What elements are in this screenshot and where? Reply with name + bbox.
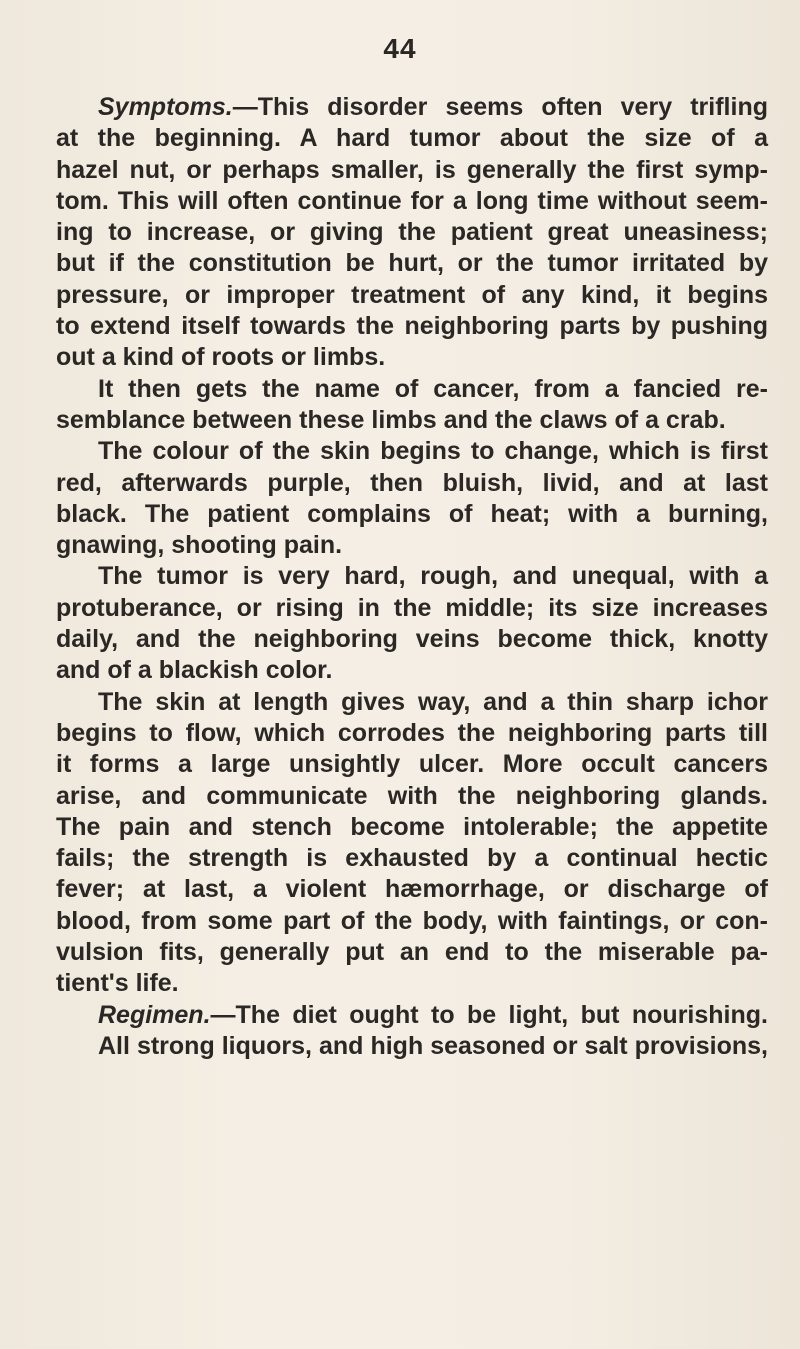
line-text: gnawing, shooting pain. [56,531,343,560]
page-number: 44 [383,33,417,64]
line-text: pressure, or improper treatment of any kind, it begins [56,280,768,309]
line-text: The pain and stench become intolerable; the appetite [56,812,768,841]
line-text: out a kind of roots or limbs. [56,343,386,372]
line-text: blood, from some part of the body, with faintings, or con- [56,906,768,935]
line-text: protuberance, or rising in the middle; its size increases [56,593,768,622]
line-text: The skin at length gives way, and a thin sharp ichor [98,687,768,716]
text-line [56,812,768,843]
line-text: The tumor is very hard, rough, and unequal, with a [98,562,768,591]
text-line [56,217,768,248]
text-line [56,405,768,436]
line-text: to extend itself towards the neighboring parts by pushing [56,312,768,341]
line-text: tient's life. [56,969,179,998]
text-line [56,843,768,874]
line-text: ing to increase, or giving the patient great uneasiness; [56,218,768,247]
text-line [56,155,768,186]
line-text: begins to flow, which corrodes the neighboring parts till [56,718,768,747]
text-line [56,937,768,968]
line-text: it forms a large unsightly ulcer. More occult cancers [56,750,768,779]
text-line [56,530,768,561]
line-text: The colour of the skin begins to change, which is first [98,437,768,466]
line-text: arise, and communicate with the neighboring glands. [56,781,768,810]
line-text: vulsion fits, generally put an end to the miserable pa- [56,938,768,967]
text-line [56,968,768,999]
line-text: at the beginning. A hard tumor about the size of a [56,124,768,153]
text-line [56,624,768,655]
text-line [56,468,768,499]
text-line [56,687,768,718]
text-line [56,593,768,624]
section-heading: Regimen. [98,1000,211,1029]
line-text: semblance between these limbs and the claws of a crab. [56,405,726,434]
line-text: but if the constitution be hurt, or the tumor irritated by [56,249,768,278]
text-line [56,311,768,342]
line-text: black. The patient complains of heat; with a burning, [56,499,768,528]
line-text: daily, and the neighboring veins become thick, knotty [56,625,768,654]
text-line [56,436,768,467]
text-line [56,1031,768,1062]
text-line [56,781,768,812]
text-line [56,248,768,279]
section-heading: Symptoms. [98,93,233,121]
text-line [56,374,768,405]
line-text: hazel nut, or perhaps smaller, is generally the first symp- [56,155,768,184]
line-text: red, afterwards purple, then bluish, livid, and at last [56,468,768,497]
line-text: —The diet ought to be light, but nourishing. [210,1000,768,1029]
text-line [56,342,768,373]
text-line [56,561,768,592]
text-line [56,280,768,311]
text-line [56,186,768,217]
line-text: All strong liquors, and high seasoned or salt provisions, [98,1031,768,1060]
line-text: It then gets the name of cancer, from a fancied re- [98,374,768,403]
text-line [56,749,768,780]
text-line [56,1000,768,1031]
text-line [56,906,768,937]
line-text: tom. This will often continue for a long time without seem- [56,186,768,215]
line-text: fails; the strength is exhausted by a continual hectic [56,844,768,873]
line-text: fever; at last, a violent hæmorrhage, or discharge of [56,875,768,904]
text-line [56,499,768,530]
line-text: and of a blackish color. [56,656,333,685]
text-line [56,123,768,154]
text-line [56,718,768,749]
body-text [56,92,768,1062]
text-line [56,874,768,905]
text-line [56,655,768,686]
text-line [56,92,768,123]
line-text: —This disorder seems often very trifling [232,93,768,121]
